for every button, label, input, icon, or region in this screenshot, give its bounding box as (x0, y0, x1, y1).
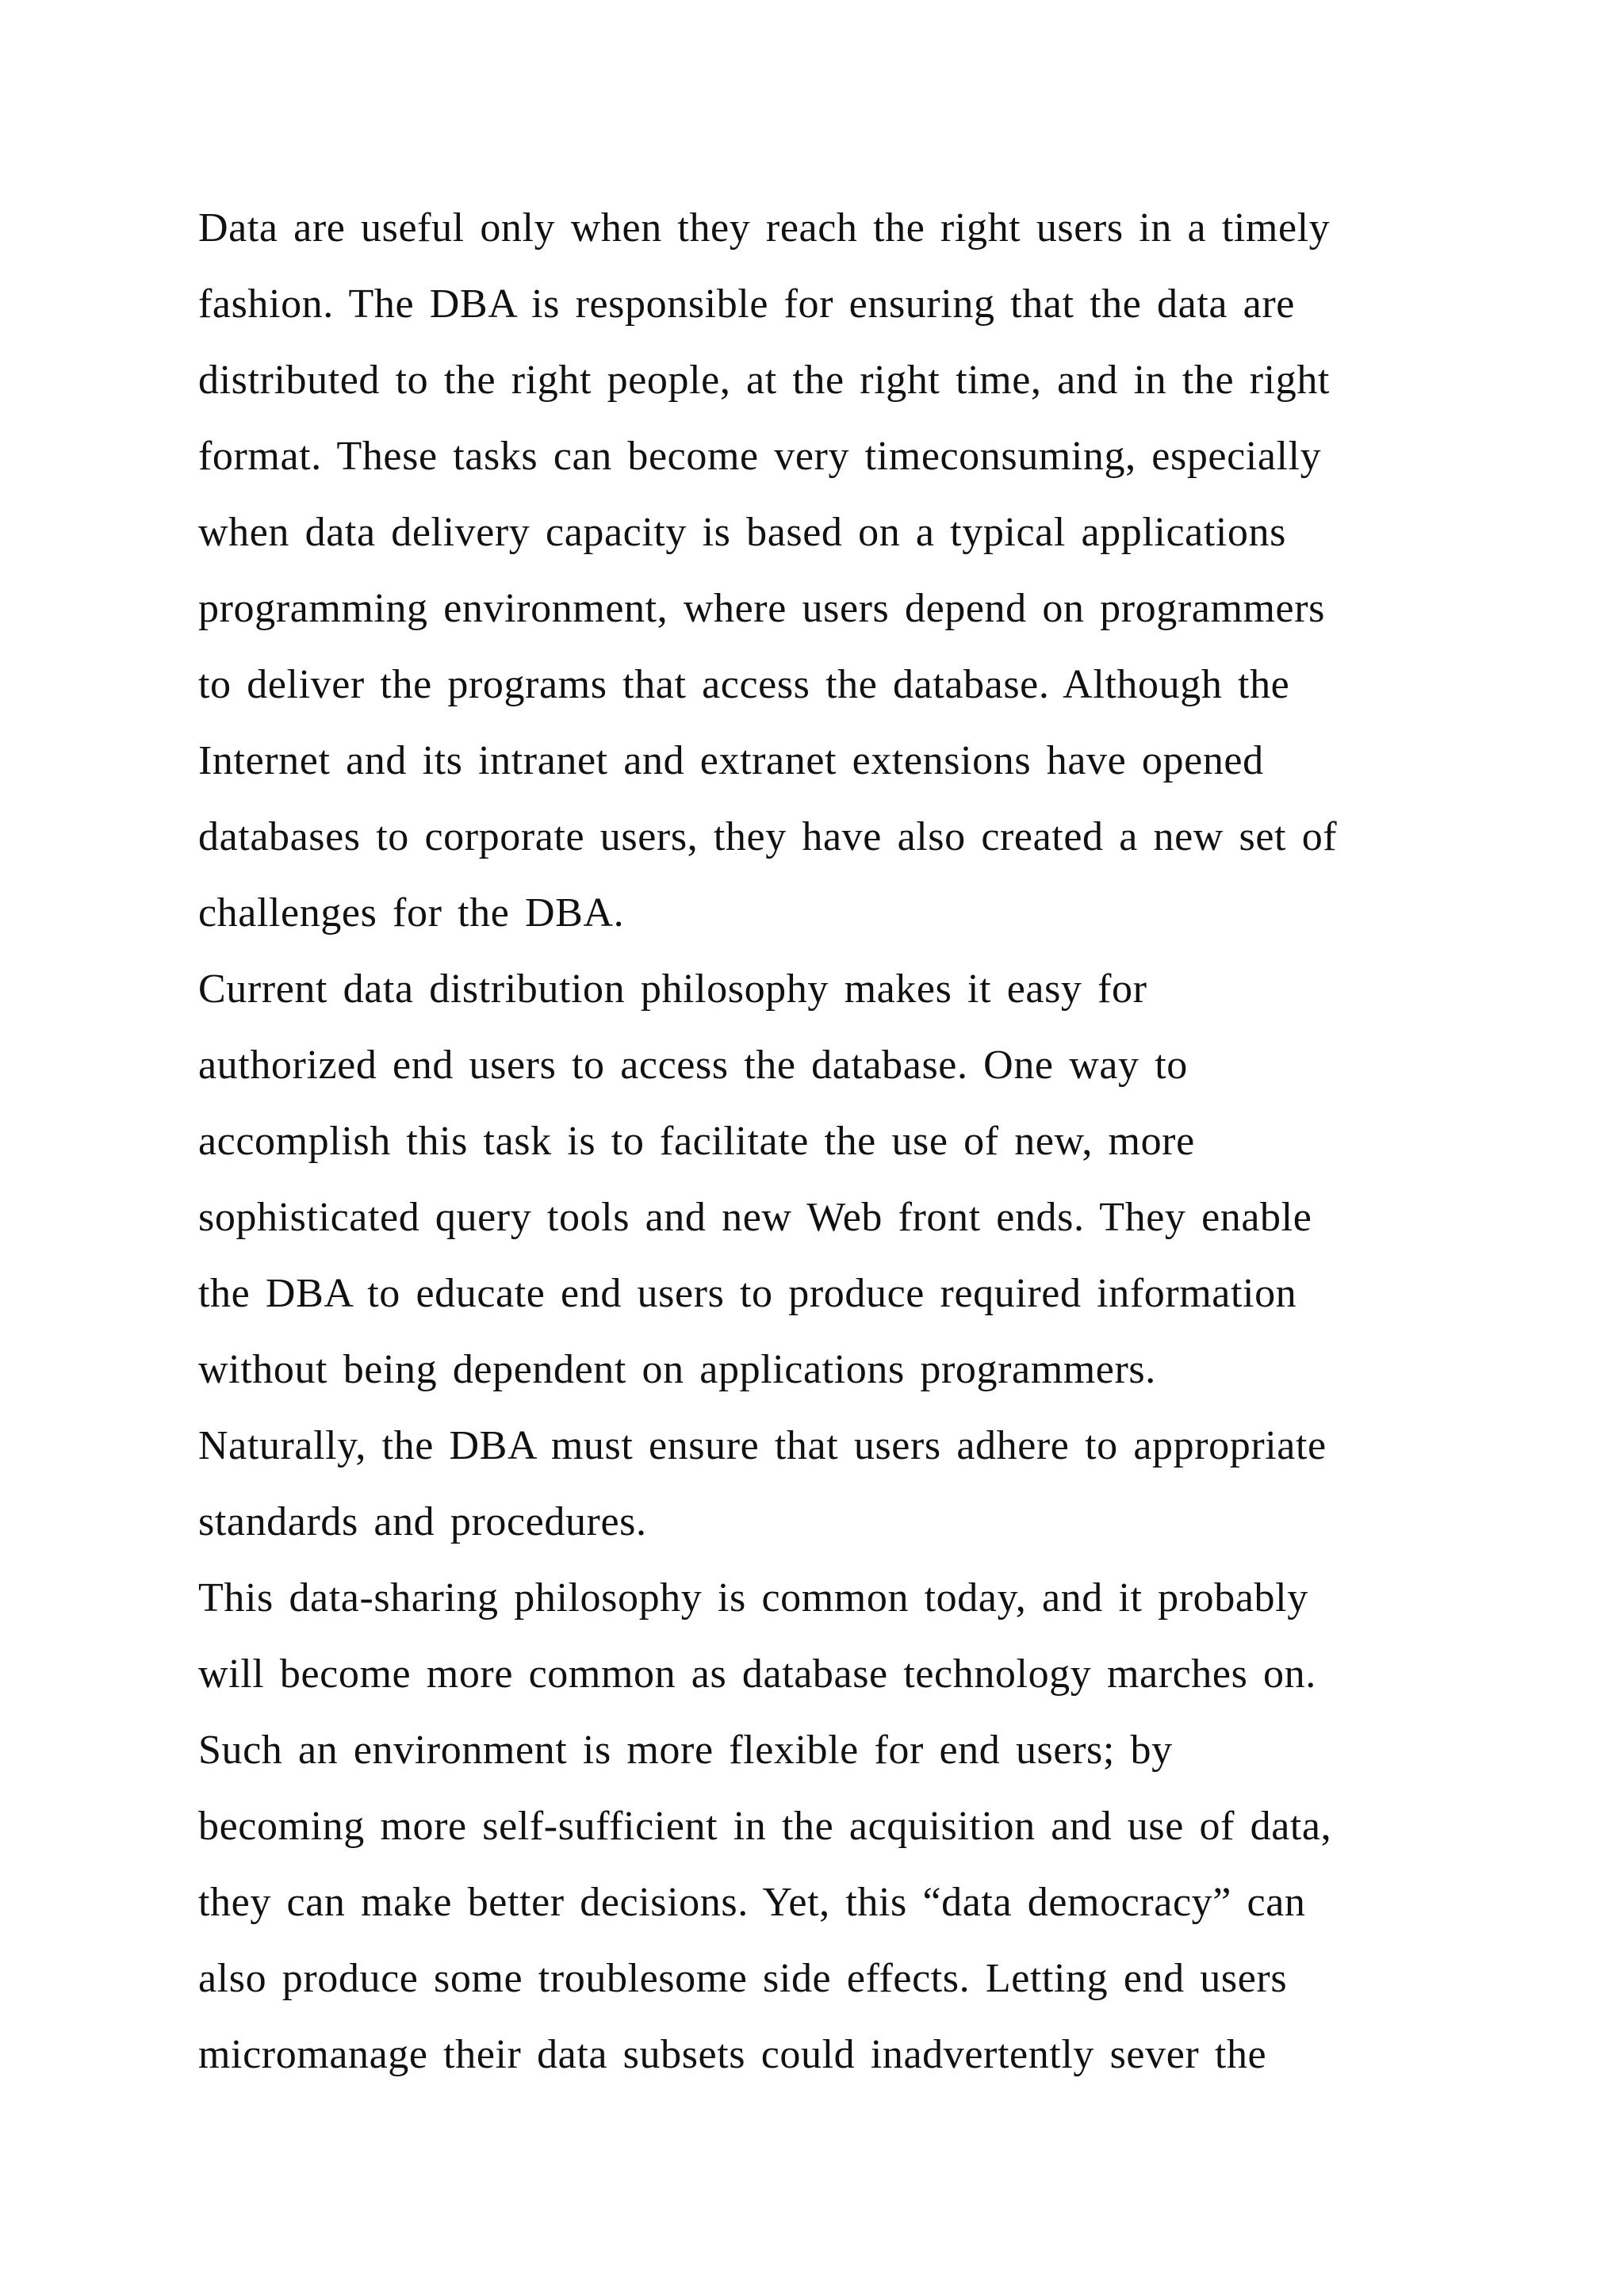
text-line: Internet and its intranet and extranet extensions have opened (198, 738, 1264, 783)
text-line: without being dependent on applications programmers. (198, 1347, 1156, 1392)
text-line: This data-sharing philosophy is common today, and it probably (198, 1575, 1308, 1621)
body-text (198, 190, 1435, 2093)
text-line: challenges for the DBA. (198, 890, 625, 936)
text-line: standards and procedures. (198, 1499, 647, 1544)
text-line: fashion. The DBA is responsible for ensuring that the data are (198, 281, 1295, 327)
text-line: databases to corporate users, they have also created a new set of (198, 814, 1338, 859)
text-line: accomplish this task is to facilitate the use of new, more (198, 1119, 1195, 1164)
text-line: becoming more self-sufficient in the acquisition and use of data, (198, 1804, 1332, 1849)
text-line: will become more common as database technology marches on. (198, 1651, 1316, 1697)
text-line: micromanage their data subsets could inadvertently sever the (198, 2032, 1267, 2077)
text-line: the DBA to educate end users to produce required information (198, 1271, 1297, 1316)
text-line: Data are useful only when they reach the right users in a timely (198, 205, 1331, 251)
text-line: they can make better decisions. Yet, this “data democracy” can (198, 1880, 1306, 1925)
text-line: distributed to the right people, at the right time, and in the right (198, 358, 1330, 403)
text-line: Current data distribution philosophy makes it easy for (198, 966, 1147, 1012)
text-line: sophisticated query tools and new Web front ends. They enable (198, 1195, 1312, 1240)
text-line: Naturally, the DBA must ensure that users adhere to appropriate (198, 1423, 1327, 1468)
text-line: programming environment, where users depend on programmers (198, 586, 1325, 631)
text-line: format. These tasks can become very timeconsuming, especially (198, 434, 1322, 479)
text-line: Such an environment is more flexible for end users; by (198, 1728, 1173, 1773)
text-line: to deliver the programs that access the database. Although the (198, 662, 1290, 707)
text-line: authorized end users to access the database. One way to (198, 1043, 1188, 1088)
text-line: also produce some troublesome side effects. Letting end users (198, 1956, 1288, 2001)
text-line: when data delivery capacity is based on a typical applications (198, 510, 1286, 555)
